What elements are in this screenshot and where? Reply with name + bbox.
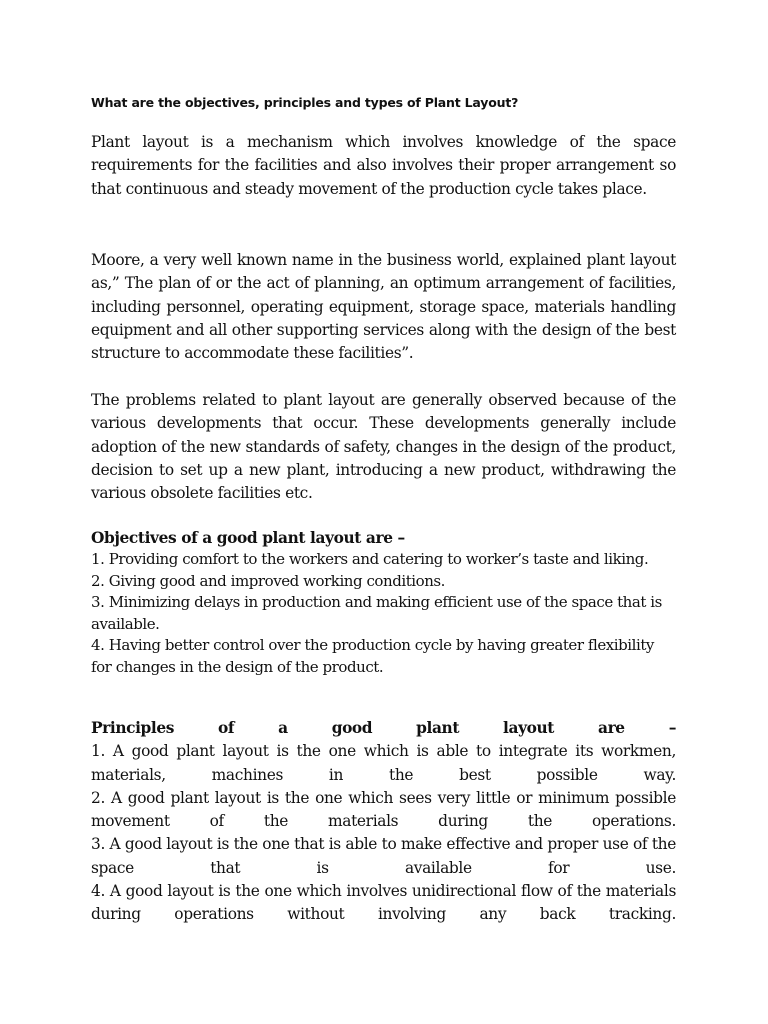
principles-section <box>91 717 676 927</box>
objectives-heading: Objectives of a good plant layout are – <box>91 529 405 547</box>
objective-item: 4. Having better control over the production cycle by having greater flexibility for changes in the design of the product. <box>91 636 654 676</box>
principle-item: 2. A good plant layout is the one which sees very little or minimum possible movement of the materials during the operations. <box>91 788 676 831</box>
principle-item: 1. A good plant layout is the one which is able to integrate its workmen, materials, machines in the best possible way. <box>91 742 676 784</box>
principles-heading: Principles of a good plant layout are – <box>91 719 676 737</box>
objectives-section <box>91 527 676 678</box>
objective-item: 3. Minimizing delays in production and making efficient use of the space that is available. <box>91 593 662 633</box>
principle-item: 4. A good layout is the one which involves unidirectional flow of the materials during operations without involving any back tracking. <box>91 882 676 924</box>
paragraph-definition: Plant layout is a mechanism which involves knowledge of the space requirements for the facilities and also involves their proper arrangement so that continuous and steady movement of the production cycle takes place. <box>91 133 676 198</box>
objective-item: 1. Providing comfort to the workers and catering to worker’s taste and liking. <box>91 550 649 568</box>
objective-item: 2. Giving good and improved working conditions. <box>91 571 445 590</box>
paragraph-problems: The problems related to plant layout are generally observed because of the various developments that occur. These developments generally include adoption of the new standards of safety, changes in the design of the product, decision to set up a new plant, introducing a new product, withdrawing the various obsolete facilities etc. <box>91 391 676 503</box>
page-title: What are the objectives, principles and types of Plant Layout? <box>91 95 519 110</box>
paragraph-moore-quote: Moore, a very well known name in the business world, explained plant layout as,” The plan of or the act of planning, an optimum arrangement of facilities, including personnel, operating equipment, storage space, materials handling equipment and all other supporting services along with the design of the best structure to accommodate these facilities”. <box>91 251 676 363</box>
principle-item: 3. A good layout is the one that is able to make effective and proper use of the space that is available for use. <box>91 835 676 877</box>
